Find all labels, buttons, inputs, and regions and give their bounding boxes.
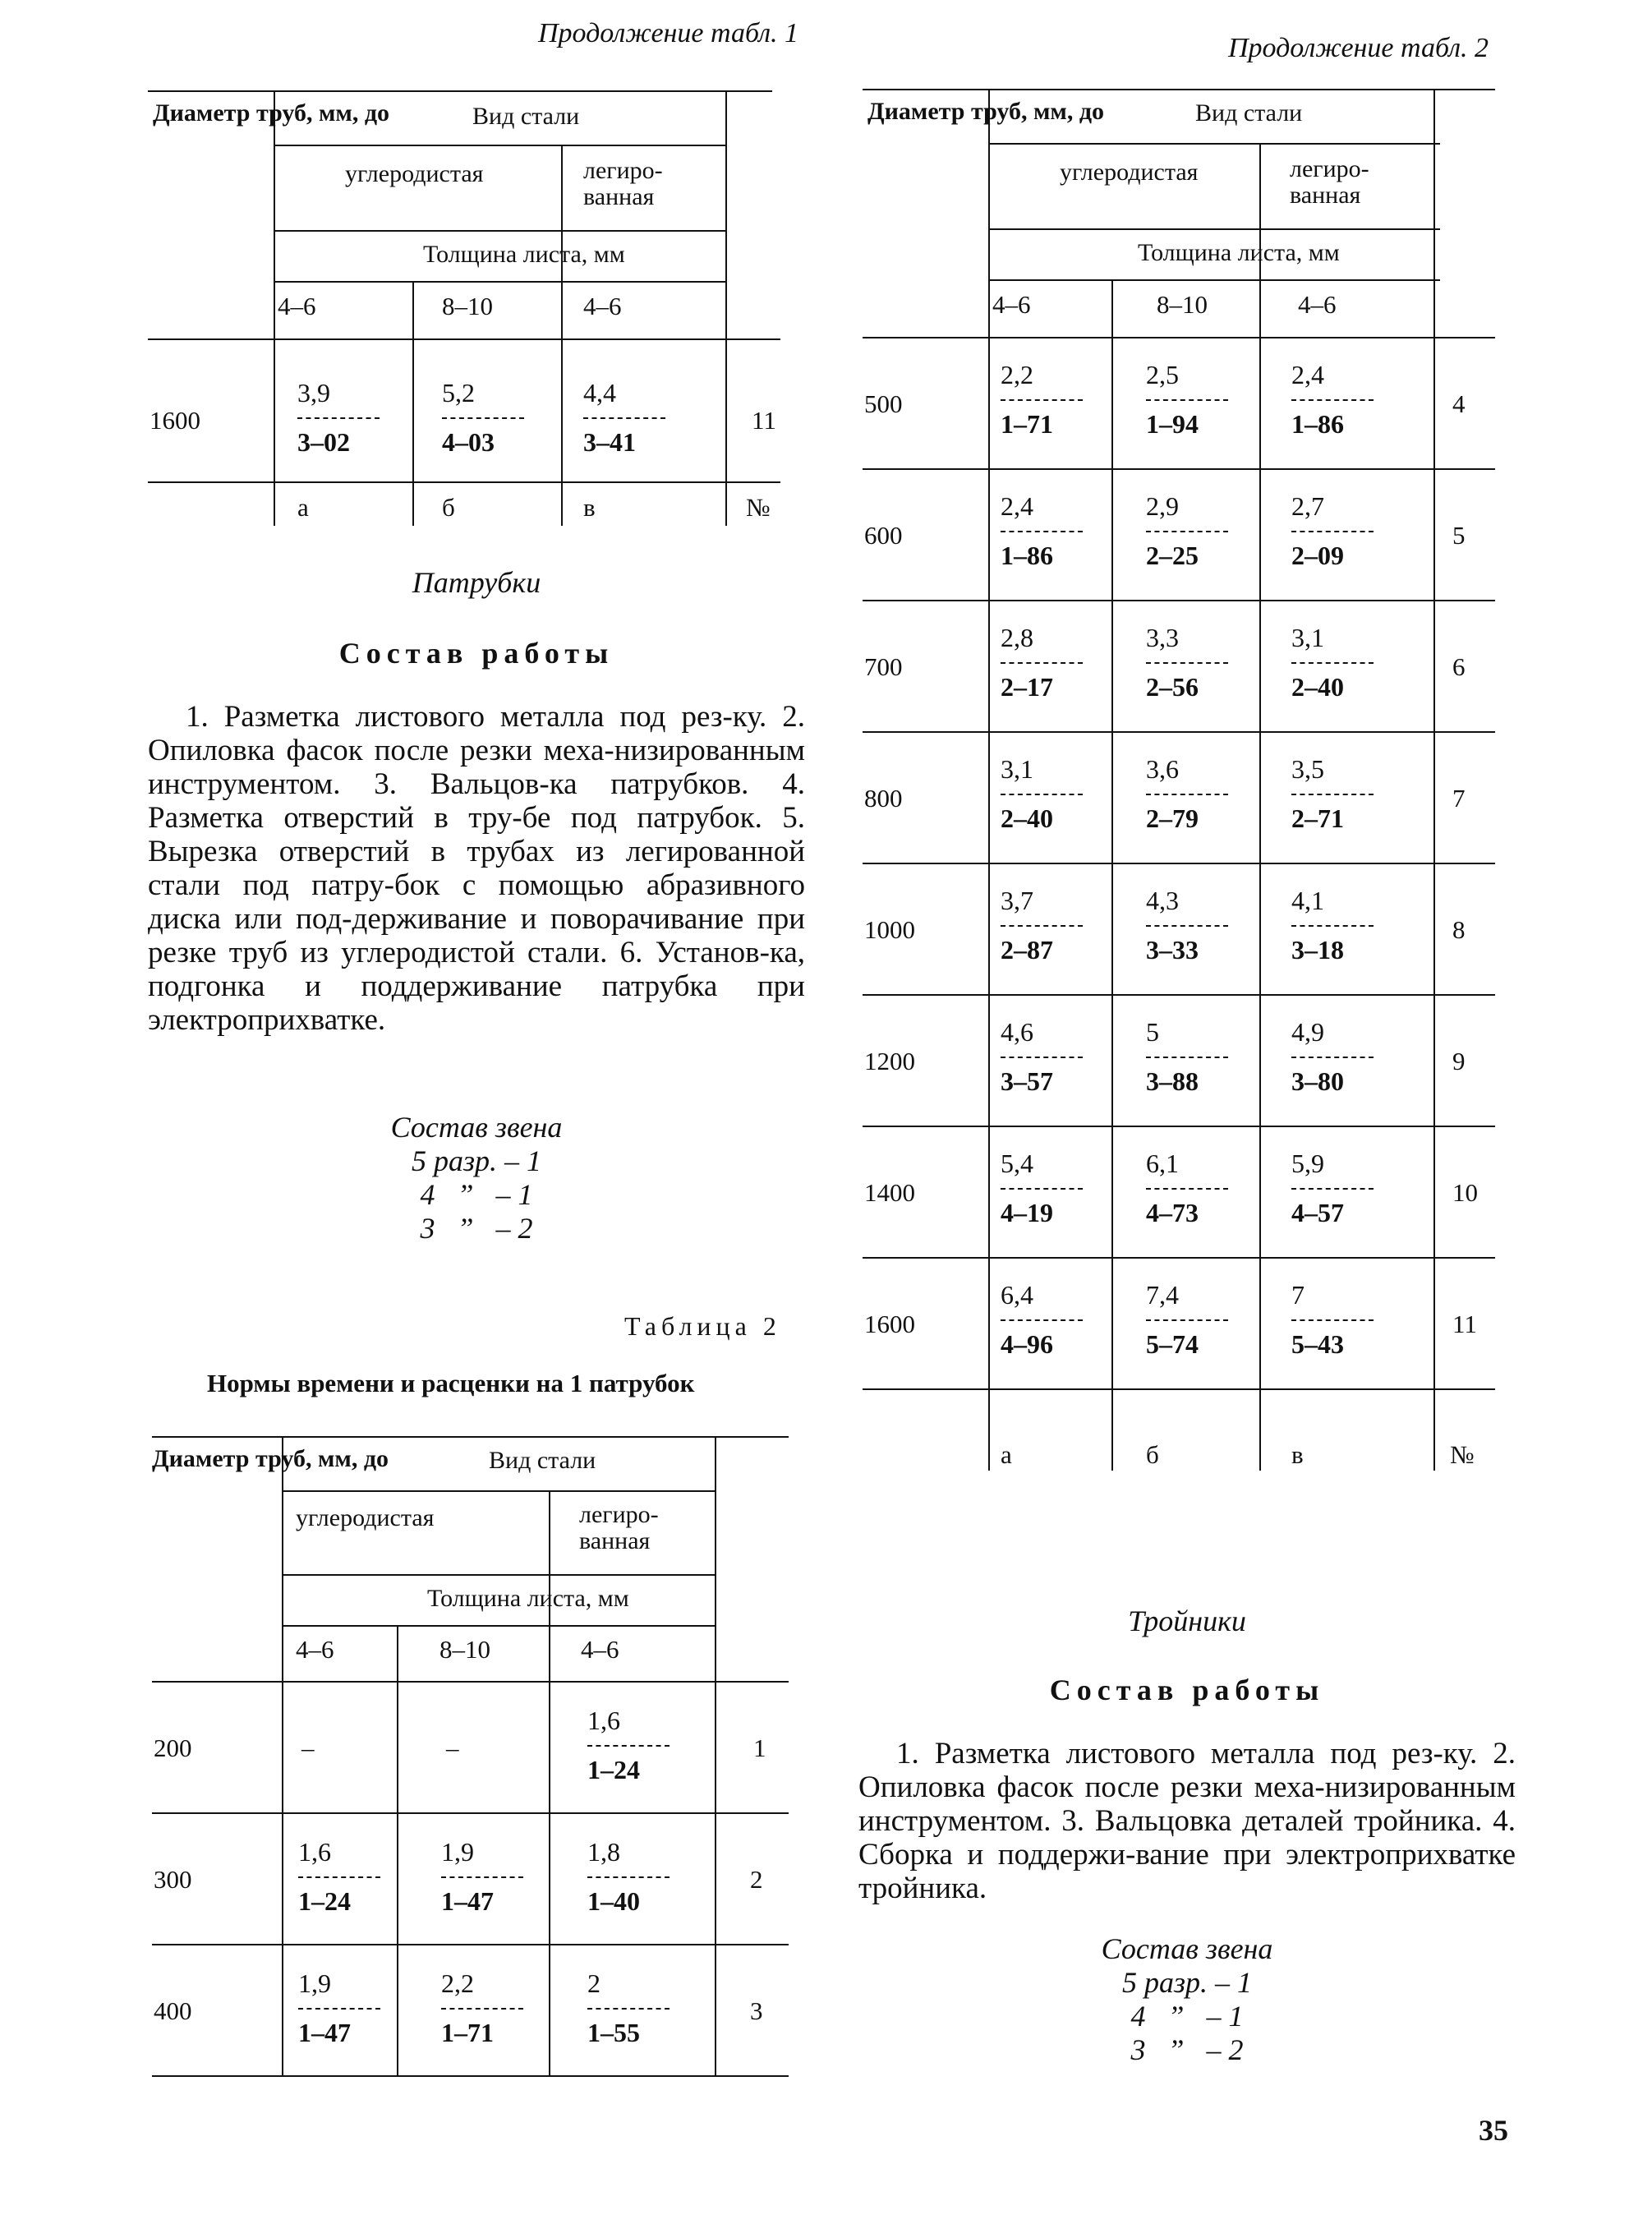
header-t1: 4–6 [992,290,1031,319]
header-t2: 8–10 [1157,290,1208,319]
header-diameter: Диаметр труб, мм, до [152,1445,389,1472]
row-diameter: 200 [154,1733,192,1762]
row-number: 11 [1452,1310,1477,1338]
cell-carbon-4-6: 5,4 4–19 [1001,1150,1091,1226]
patrubki-crew [312,1111,641,1245]
header-steel-type: Вид стали [472,103,580,130]
header-carbon: углеродистая [296,1504,435,1531]
cell-alloy-4-6: 5,9 4–57 [1291,1150,1382,1226]
row-number: 3 [750,1996,763,2025]
cell-carbon-8-10: 6,1 4–73 [1146,1150,1236,1226]
col-label-b: б [1146,1440,1159,1469]
col-label-b: б [442,493,455,522]
header-t2: 8–10 [439,1635,490,1664]
table2-continuation-label: Продолжение табл. 2 [1228,33,1489,63]
cell-alloy-4-6: 1,8 1–40 [587,1839,678,1914]
col-label-c: в [583,493,596,522]
crew-line: 5 разр. – 1 [1121,1966,1253,1999]
row-diameter: 300 [154,1865,192,1894]
cell-carbon-8-10: 3,3 2–56 [1146,624,1236,700]
table2 [152,1436,793,2093]
cell-carbon-4-6: 3,9 3–02 [297,380,388,455]
patrubki-work-heading: Состав работы [338,637,614,670]
row-diameter: 800 [864,784,903,813]
row-diameter: 700 [864,652,903,681]
header-t1: 4–6 [296,1635,334,1664]
col-label-c: в [1291,1440,1304,1469]
troyniki-title: Тройники [1128,1605,1246,1637]
cell-carbon-4-6: 6,4 4–96 [1001,1282,1091,1357]
header-thickness: Толщина листа, мм [1138,239,1340,266]
col-label-no: № [746,493,771,522]
row-number: 5 [1452,521,1466,550]
row-diameter: 1600 [864,1310,915,1338]
header-t3: 4–6 [581,1635,619,1664]
crew-line: 3 ” – 2 [1130,2033,1244,2066]
row-number: 4 [1452,389,1466,418]
crew-line: 3 ” – 2 [420,1212,533,1245]
page-number: 35 [1479,2114,1508,2147]
header-carbon: углеродистая [345,160,484,187]
cell-carbon-4-6: 2,2 1–71 [1001,361,1091,437]
row-number: 6 [1452,652,1466,681]
cell-carbon-4-6: 2,4 1–86 [1001,493,1091,569]
cell-carbon-8-10: 5 3–88 [1146,1019,1236,1094]
troyniki-work-heading: Состав работы [1049,1674,1325,1706]
row-number: 2 [750,1865,763,1894]
row-diameter: 400 [154,1996,192,2025]
cell-carbon-4-6: 2,8 2–17 [1001,624,1091,700]
header-t2: 8–10 [442,292,493,320]
header-alloy: легиро-ванная [579,1501,659,1554]
cell-carbon-8-10: 4,3 3–33 [1146,887,1236,963]
crew-heading: Состав звена [390,1111,563,1144]
cell-carbon-4-6: 3,7 2–87 [1001,887,1091,963]
row-number: 9 [1452,1047,1466,1075]
cell-carbon-8-10: 3,6 2–79 [1146,756,1236,831]
header-alloy: легиро-ванная [1290,155,1369,209]
cell-alloy-4-6: 2 1–55 [587,1970,678,2046]
header-alloy: легиро-ванная [583,157,663,210]
cell-alloy-4-6: 2,7 2–09 [1291,493,1382,569]
row-number: 1 [753,1733,766,1762]
header-carbon: углеродистая [1060,159,1199,186]
patrubki-title: Патрубки [412,566,541,599]
header-steel-type: Вид стали [1195,99,1303,127]
cell-carbon-4-6: 3,1 2–40 [1001,756,1091,831]
row-diameter: 1400 [864,1178,915,1207]
crew-line: 4 ” – 1 [420,1178,533,1211]
crew-heading: Состав звена [1101,1932,1273,1965]
header-steel-type: Вид стали [489,1447,596,1474]
table2-title: Нормы времени и расценки на 1 патрубок [207,1369,695,1397]
crew-line: 5 разр. – 1 [411,1144,542,1177]
cell-carbon-4-6: 4,6 3–57 [1001,1019,1091,1094]
cell-carbon-8-10: 2,5 1–94 [1146,361,1236,437]
patrubki-work-text: 1. Разметка листового металла под рез-ку. 2. Опиловка фасок после резки меха-низированным инструментом. 3. Вальцов-ка патрубков. 4. Разметка отверстий в тру-бе под патрубок. 5. Вырезка отверстий в трубах из легированной стали под патру-бок с помощью абразивного диска или под-держивание и поворачивание при резке труб из углеродистой стали. 6. Установ-ка, подгонка и поддерживание патрубка при электроприхватке. [148,700,805,1037]
troyniki-work-text: 1. Разметка листового металла под рез-ку. 2. Опиловка фасок после резки меха-низированным инструментом. 3. Вальцовка деталей тройника. 4. Сборка и поддержи-вание при электроприхватке тройника. [858,1737,1516,1905]
cell-alloy-4-6: 4,1 3–18 [1291,887,1382,963]
cell-carbon-8-10: 5,2 4–03 [442,380,532,455]
row-diameter: 500 [864,389,903,418]
header-t1: 4–6 [278,292,316,320]
cell-carbon-8-10: 7,4 5–74 [1146,1282,1236,1357]
table2-label: Таблица 2 [624,1311,781,1341]
cell-carbon-8-10: 1,9 1–47 [441,1839,531,1914]
header-diameter: Диаметр труб, мм, до [867,98,1105,125]
row-number: 7 [1452,784,1466,813]
cell-alloy-4-6: 7 5–43 [1291,1282,1382,1357]
header-thickness: Толщина листа, мм [423,241,625,268]
cell-carbon-8-10: 2,2 1–71 [441,1970,531,2046]
row-number: 8 [1452,915,1466,944]
cell-alloy-4-6: 4,9 3–80 [1291,1019,1382,1094]
crew-line: 4 ” – 1 [1130,2000,1244,2033]
cell-alloy-4-6: 3,5 2–71 [1291,756,1382,831]
col-label-a: а [297,493,309,522]
table2-continuation [863,89,1520,1485]
cell-empty: – [301,1733,315,1762]
cell-alloy-4-6: 1,6 1–24 [587,1707,678,1783]
col-label-a: а [1001,1440,1012,1469]
table1-continuation-label: Продолжение табл. 1 [538,18,799,48]
header-diameter: Диаметр труб, мм, до [153,99,390,127]
row-diameter: 1000 [864,915,915,944]
cell-carbon-4-6: 1,9 1–47 [298,1970,389,2046]
table1-continuation [148,90,780,534]
row-diameter: 1600 [150,406,200,435]
col-label-no: № [1450,1440,1475,1469]
header-t3: 4–6 [583,292,622,320]
row-number: 11 [752,406,776,435]
header-thickness: Толщина листа, мм [427,1585,629,1612]
cell-alloy-4-6: 4,4 3–41 [583,380,674,455]
row-diameter: 600 [864,521,903,550]
header-t3: 4–6 [1298,290,1337,319]
row-number: 10 [1452,1178,1478,1207]
cell-alloy-4-6: 2,4 1–86 [1291,361,1382,437]
row-diameter: 1200 [864,1047,915,1075]
cell-alloy-4-6: 3,1 2–40 [1291,624,1382,700]
cell-empty: – [446,1733,459,1762]
troyniki-crew [1023,1932,1351,2067]
cell-carbon-4-6: 1,6 1–24 [298,1839,389,1914]
cell-carbon-8-10: 2,9 2–25 [1146,493,1236,569]
